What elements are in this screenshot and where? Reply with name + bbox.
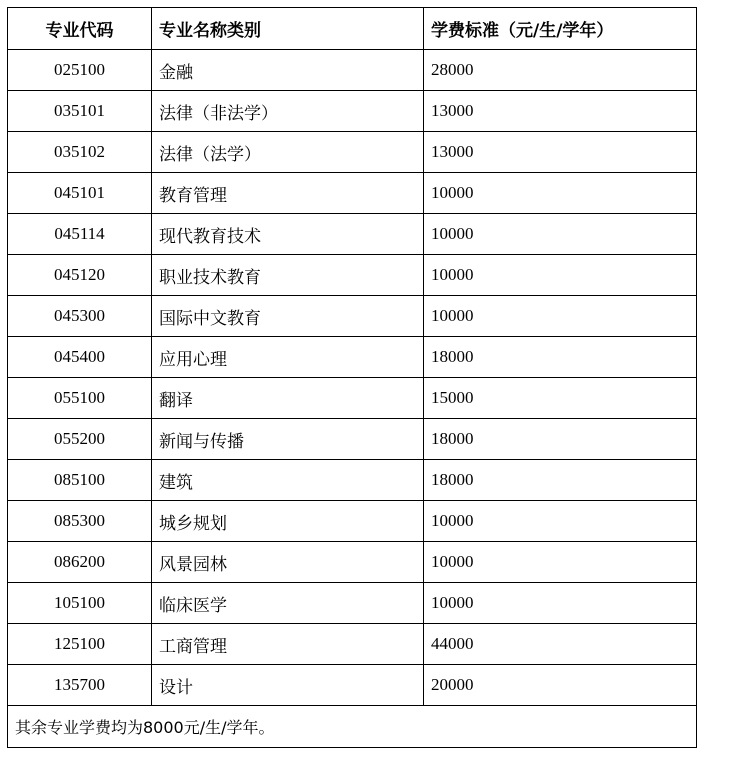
tuition-note: 其余专业学费均为8000元/生/学年。: [8, 706, 697, 748]
table-row: [8, 542, 697, 583]
major-code-cell: 135700: [8, 665, 152, 706]
table-note-row: [8, 706, 697, 748]
tuition-fee-cell: 10000: [424, 501, 697, 542]
tuition-fee-cell: 18000: [424, 337, 697, 378]
header-tuition-standard: 学费标准（元/生/学年）: [424, 8, 697, 50]
header-major-name: 专业名称类别: [152, 8, 424, 50]
major-name-cell: 国际中文教育: [152, 296, 424, 337]
major-name-cell: 翻译: [152, 378, 424, 419]
major-name-cell: 法律（非法学）: [152, 91, 424, 132]
major-name-cell: 现代教育技术: [152, 214, 424, 255]
major-name-cell: 教育管理: [152, 173, 424, 214]
major-code-cell: 045101: [8, 173, 152, 214]
table-row: [8, 665, 697, 706]
tuition-fee-cell: 18000: [424, 460, 697, 501]
major-code-cell: 045400: [8, 337, 152, 378]
tuition-fee-cell: 18000: [424, 419, 697, 460]
major-name-cell: 法律（法学）: [152, 132, 424, 173]
table-row: [8, 583, 697, 624]
major-code-cell: 055100: [8, 378, 152, 419]
table-row: [8, 50, 697, 91]
tuition-fee-cell: 10000: [424, 214, 697, 255]
table-row: [8, 173, 697, 214]
major-code-cell: 125100: [8, 624, 152, 665]
table-header-row: [8, 8, 697, 50]
major-code-cell: 085100: [8, 460, 152, 501]
major-name-cell: 设计: [152, 665, 424, 706]
major-code-cell: 045300: [8, 296, 152, 337]
table-row: [8, 214, 697, 255]
major-code-cell: 086200: [8, 542, 152, 583]
tuition-fee-cell: 13000: [424, 132, 697, 173]
major-name-cell: 建筑: [152, 460, 424, 501]
major-code-cell: 105100: [8, 583, 152, 624]
major-name-cell: 新闻与传播: [152, 419, 424, 460]
major-name-cell: 风景园林: [152, 542, 424, 583]
table-row: [8, 255, 697, 296]
table-row: [8, 132, 697, 173]
table-row: [8, 624, 697, 665]
tuition-fee-cell: 10000: [424, 255, 697, 296]
table-row: [8, 91, 697, 132]
table-row: [8, 337, 697, 378]
major-code-cell: 045114: [8, 214, 152, 255]
table-row: [8, 501, 697, 542]
major-code-cell: 055200: [8, 419, 152, 460]
major-name-cell: 工商管理: [152, 624, 424, 665]
tuition-fee-cell: 10000: [424, 542, 697, 583]
major-name-cell: 金融: [152, 50, 424, 91]
tuition-fee-cell: 15000: [424, 378, 697, 419]
tuition-fee-cell: 28000: [424, 50, 697, 91]
major-code-cell: 025100: [8, 50, 152, 91]
table-row: [8, 419, 697, 460]
major-code-cell: 035102: [8, 132, 152, 173]
major-code-cell: 045120: [8, 255, 152, 296]
major-name-cell: 城乡规划: [152, 501, 424, 542]
major-code-cell: 035101: [8, 91, 152, 132]
table-row: [8, 296, 697, 337]
major-name-cell: 职业技术教育: [152, 255, 424, 296]
major-name-cell: 临床医学: [152, 583, 424, 624]
table-body: [8, 50, 697, 706]
tuition-fee-cell: 44000: [424, 624, 697, 665]
major-name-cell: 应用心理: [152, 337, 424, 378]
tuition-fee-cell: 10000: [424, 583, 697, 624]
tuition-fee-cell: 10000: [424, 173, 697, 214]
tuition-fee-cell: 13000: [424, 91, 697, 132]
table-row: [8, 460, 697, 501]
major-code-cell: 085300: [8, 501, 152, 542]
tuition-fee-cell: 10000: [424, 296, 697, 337]
tuition-fee-cell: 20000: [424, 665, 697, 706]
header-major-code: 专业代码: [8, 8, 152, 50]
tuition-fee-table: [7, 7, 697, 748]
table-row: [8, 378, 697, 419]
